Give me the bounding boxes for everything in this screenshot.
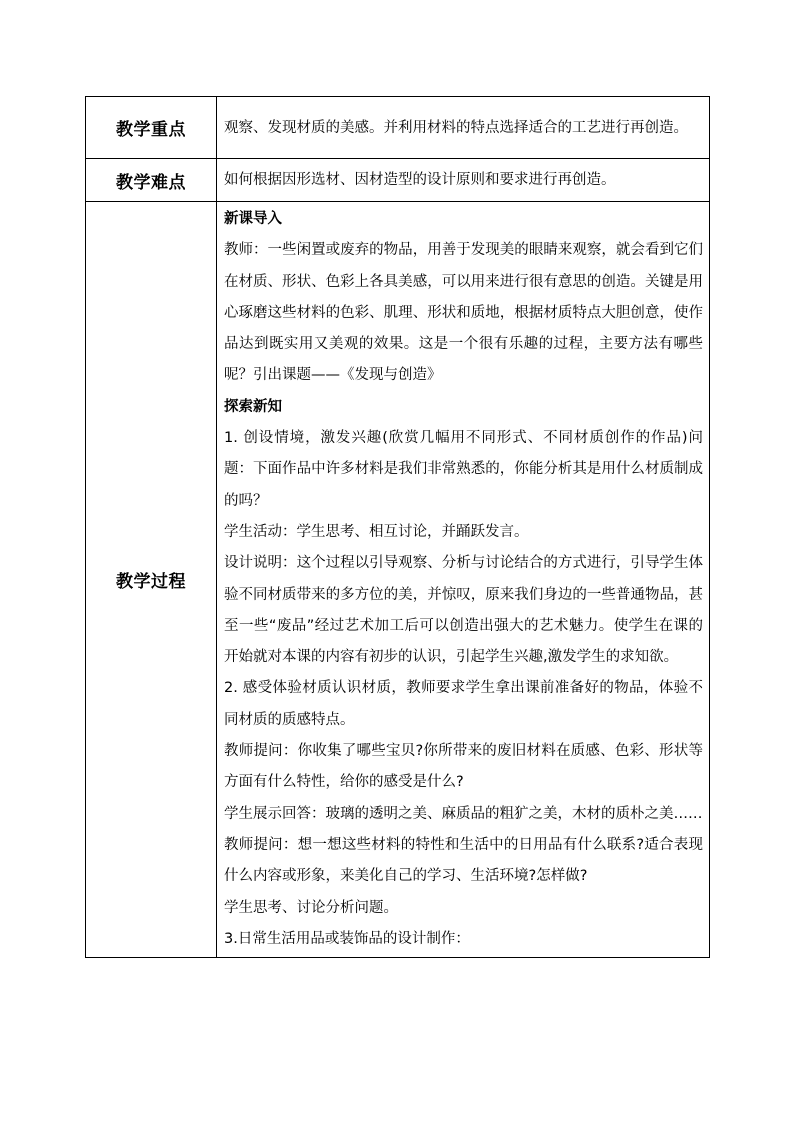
paragraph-student-answer: 学生展示回答：玻璃的透明之美、麻质品的粗犷之美，木材的质朴之美…… (224, 805, 703, 822)
teaching-process-label: 教学过程 (86, 202, 217, 958)
paragraph-step-1: 1. 创设情境，激发兴趣(欣赏几幅用不同形式、不同材质创作的作品)问题：下面作品中许多材料是我们非常熟悉的，你能分析其是用什么材质制成的吗？ (224, 430, 703, 509)
row-teaching-difficulty (86, 159, 710, 202)
paragraph-teacher-question-2: 教师提问：想一想这些材料的特性和生活中的日用品有什么联系?适合表现什么内容或形象，来美化自己的学习、生活环境?怎样做? (224, 836, 703, 885)
teaching-focus-text: 观察、发现材质的美感。并利用材料的特点选择适合的工艺进行再创造。 (217, 97, 710, 159)
section-heading-new-lesson: 新课导入 (224, 211, 282, 227)
paragraph-step-2: 2. 感受体验材质认识材质，教师要求学生拿出课前准备好的物品，体验不同材质的质感特点。 (224, 680, 703, 728)
row-teaching-focus (86, 97, 710, 159)
paragraph-design-note: 设计说明：这个过程以引导观察、分析与讨论结合的方式进行，引导学生体验不同材质带来的多方位的美，并惊叹，原来我们身边的一些普通物品，甚至一些“废品”经过艺术加工后可以创造出强大的艺术魅力。使学生在课的开始就对本课的内容有初步的认识，引起学生兴趣,激发学生的求知欲。 (224, 555, 703, 666)
lesson-plan-table (85, 96, 710, 958)
section-heading-explore: 探索新知 (224, 398, 282, 415)
lesson-plan-sheet (85, 96, 709, 958)
row-teaching-process (86, 202, 710, 958)
paragraph-student-activity: 学生活动：学生思考、相互讨论，并踊跃发言。 (224, 523, 529, 540)
teaching-focus-label: 教学重点 (86, 97, 217, 159)
teaching-difficulty-label: 教学难点 (86, 159, 217, 202)
paragraph-teacher-intro: 教师：一些闲置或废弃的物品，用善于发现美的眼睛来观察，就会看到它们在材质、形状、色彩上各具美感，可以用来进行很有意思的创造。关键是用心琢磨这些材料的色彩、肌理、形状和质地，根据材质特点大胆创意，使作品达到既实用又美观的效果。这是一个很有乐趣的过程，主要方法有哪些呢？引出课题——《发现与创造》 (224, 242, 703, 384)
paragraph-step-3: 3.日常生活用品或装饰品的设计制作： (224, 930, 470, 947)
paragraph-teacher-question-1: 教师提问：你收集了哪些宝贝?你所带来的废旧材料在质感、色彩、形状等方面有什么特性，给你的感受是什么? (224, 743, 703, 791)
teaching-process-content (217, 202, 710, 958)
paragraph-student-discussion: 学生思考、讨论分析问题。 (224, 899, 398, 916)
teaching-difficulty-text: 如何根据因形选材、因材造型的设计原则和要求进行再创造。 (217, 159, 710, 202)
